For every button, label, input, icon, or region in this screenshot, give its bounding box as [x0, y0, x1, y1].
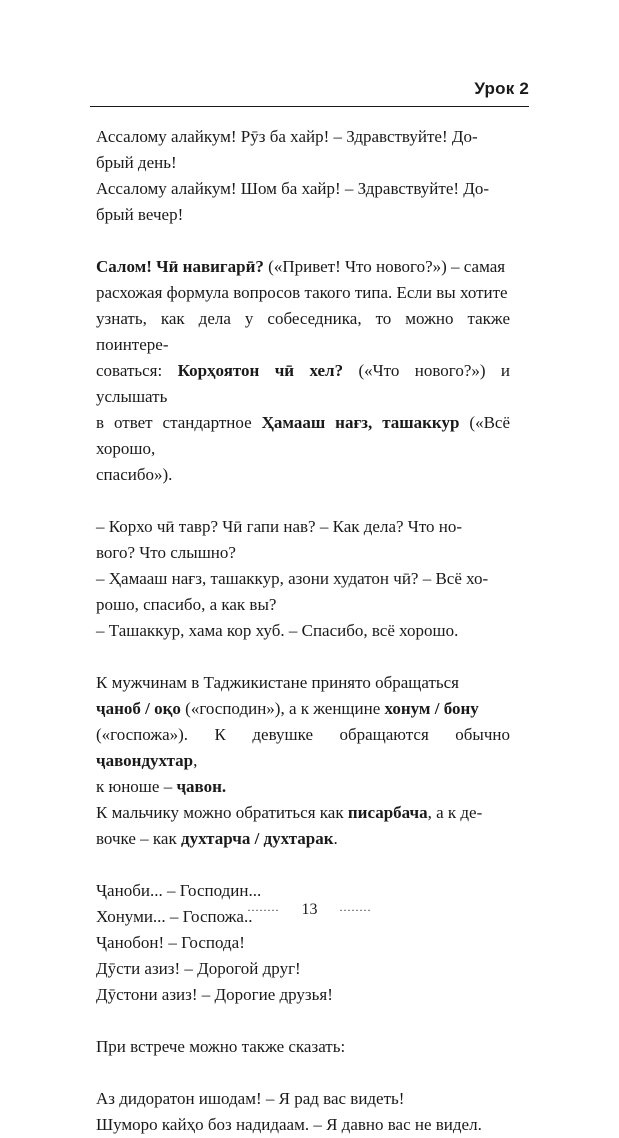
text-run: («Привет! Что нового?») – самая [263, 257, 506, 276]
paragraph-line [96, 410, 510, 462]
paragraph-salom [96, 254, 510, 488]
bold-phrase: ҷавон. [176, 777, 227, 796]
greeting-day-line-1: Ассалому алайкум! Рӯз ба хайр! – Здравствуйте! До- [96, 127, 478, 146]
bold-phrase: Салом! Чӣ навигарӣ? [96, 257, 264, 276]
address-item: Дӯсти азиз! – Дорогой друг! [96, 959, 301, 978]
meeting-intro [96, 1034, 510, 1060]
bold-phrase: ҷаноб / оқо [96, 699, 181, 718]
paragraph-line [96, 254, 510, 280]
bold-phrase: духтарча / духтарак [180, 829, 334, 848]
address-item: Ҷанобон! – Господа! [96, 933, 245, 952]
spacer [96, 1008, 510, 1034]
paragraph-address-adults [96, 670, 510, 800]
dialog-line: – Корхо чӣ тавр? Чӣ гапи нав? – Как дела? Что но- [96, 517, 463, 536]
paragraph-line: расхожая формула вопросов такого типа. Если вы хотите [96, 283, 508, 302]
running-header-title: Урок 2 [474, 79, 529, 98]
greeting-day [96, 124, 510, 176]
greeting-evening-line-1: Ассалому алайкум! Шом ба хайр! – Здравствуйте! До- [96, 179, 490, 198]
greeting-evening-line-2: брый вечер! [96, 205, 184, 224]
bold-phrase: хонум / бону [384, 699, 479, 718]
dialog-line: рошо, спасибо, а как вы? [96, 595, 277, 614]
text-run: в ответ стандартное [96, 413, 262, 432]
text-run: К мальчику можно обратиться как [96, 803, 348, 822]
footer-dots-left: ........ [247, 900, 280, 914]
page-footer [0, 900, 619, 919]
greeting-day-line-2: брый день! [96, 153, 177, 172]
text-run: соваться: [96, 361, 178, 380]
paragraph-line [96, 826, 510, 852]
spacer [96, 1060, 510, 1086]
bold-phrase: писарбача [347, 803, 428, 822]
paragraph-line [96, 358, 510, 410]
address-item: Ҷаноби... – Господин... [96, 881, 262, 900]
paragraph-line [96, 722, 510, 774]
bold-phrase: ҷавондухтар [96, 751, 194, 770]
text-run: к юноше – [96, 777, 177, 796]
meeting-intro-line: При встрече можно также сказать: [96, 1037, 346, 1056]
footer-dots-right: ........ [339, 900, 372, 914]
meeting-phrases [96, 1086, 510, 1138]
dialog-line: – Ҳамааш нағз, ташаккур, азони худатон чӣ? – Всё хо- [96, 569, 489, 588]
paragraph-line [96, 696, 510, 722]
dialog-line: вого? Что слышно? [96, 543, 236, 562]
text-run: , а к де- [427, 803, 483, 822]
text-run: («Что нового?») и услышать [96, 361, 510, 406]
spacer [96, 852, 510, 878]
page-number: 13 [301, 901, 318, 918]
meeting-phrase: Аз дидоратон ишодам! – Я рад вас видеть! [96, 1089, 405, 1108]
page-body [96, 124, 510, 1138]
text-run: , [193, 751, 198, 770]
text-run: вочке – как [96, 829, 181, 848]
paragraph-line: спасибо»). [96, 465, 173, 484]
paragraph-address-children [96, 800, 510, 852]
spacer [96, 644, 510, 670]
address-item: Дӯстони азиз! – Дорогие друзья! [96, 985, 333, 1004]
text-run: («госпожа»). К девушке обращаются обычно [96, 725, 510, 744]
paragraph-line [96, 774, 510, 800]
spacer [96, 488, 510, 514]
text-run: («господин»), а к женщине [180, 699, 385, 718]
paragraph-line: К мужчинам в Таджикистане принято обращаться [96, 673, 460, 692]
greeting-evening [96, 176, 510, 228]
bold-phrase: Ҳамааш нағз, ташаккур [261, 413, 460, 432]
header-rule [90, 106, 529, 107]
address-item: Хонуми... – Госпожа.. [96, 907, 253, 926]
meeting-phrase: Шуморо кайҳо боз надидаам. – Я давно вас не видел. [96, 1115, 482, 1134]
dialog-block [96, 514, 510, 644]
dialog-line: – Ташаккур, хама кор хуб. – Спасибо, всё хорошо. [96, 621, 459, 640]
paragraph-line: узнать, как дела у собеседника, то можно также поинтере- [96, 309, 510, 354]
paragraph-line [96, 800, 510, 826]
bold-phrase: Корҳоятон чӣ хел? [177, 361, 344, 380]
text-run: . [333, 829, 338, 848]
text-run: («Всё хорошо, [96, 413, 511, 458]
address-list [96, 878, 510, 1008]
spacer [96, 228, 510, 254]
